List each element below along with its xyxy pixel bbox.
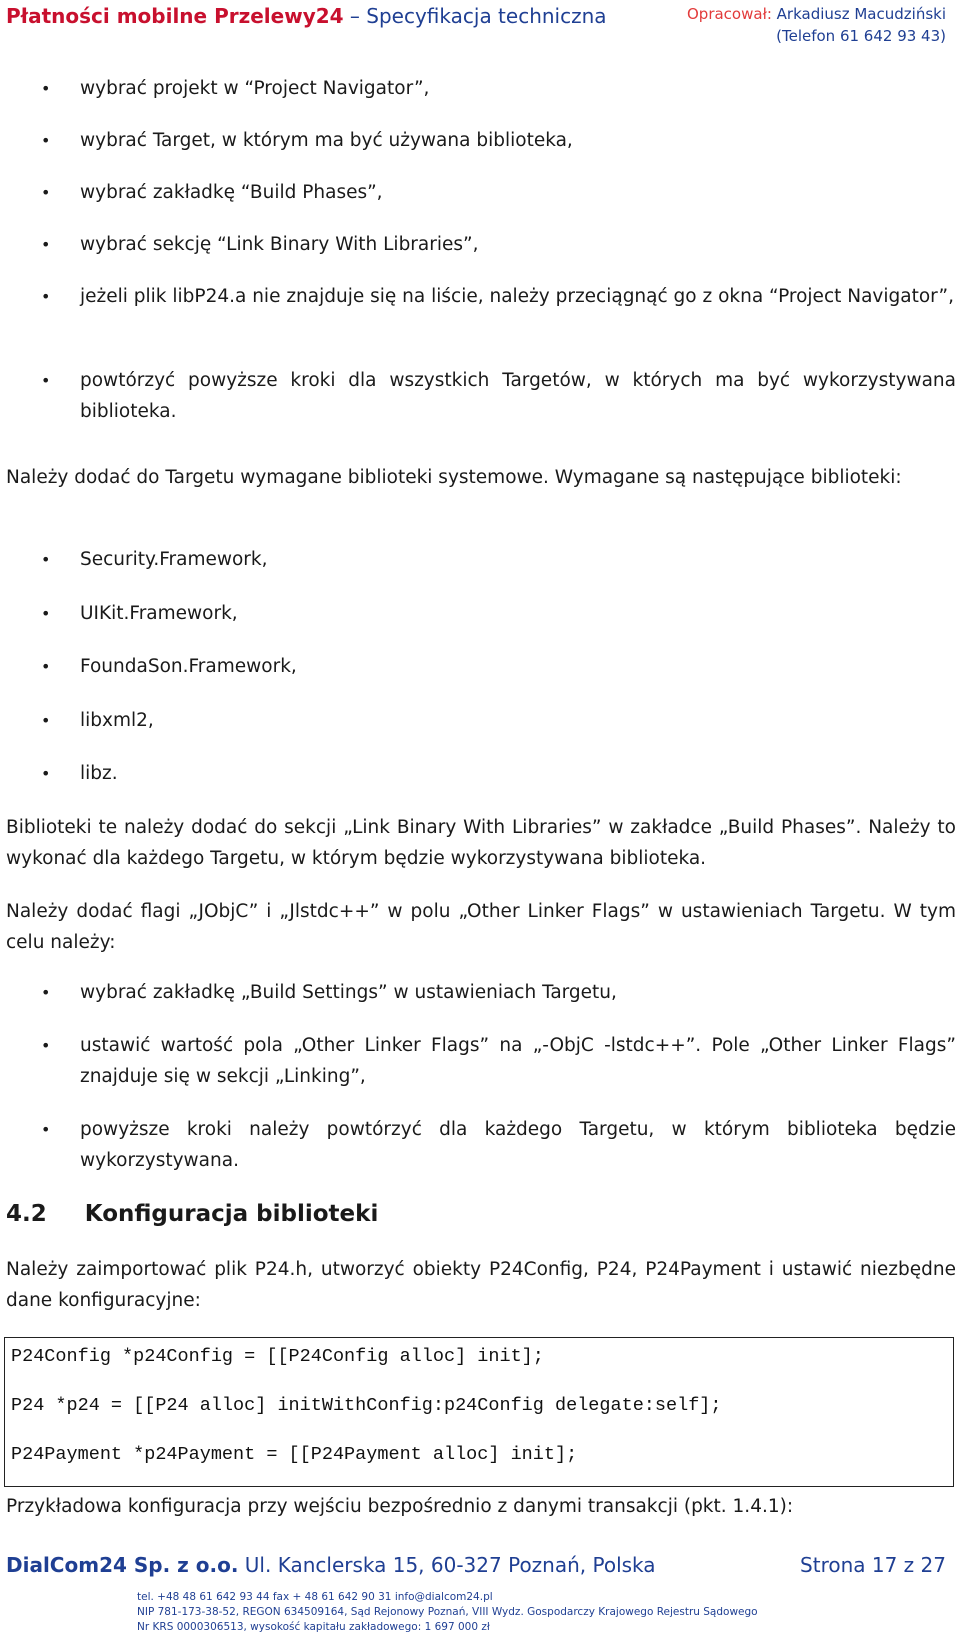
code-line: P24Payment *p24Payment = [[P24Payment alloc] init]; [11,1444,578,1465]
list-item: • wybrać zakładkę „Build Settings” w ustawieniach Targetu, [0,977,956,1030]
footer-page-number: Strona 17 z 27 [800,1553,946,1577]
list-item: • wybrać Target, w którym ma być używana biblioteka, [0,125,956,177]
list-item: • ustawić wartość pola „Other Linker Flags” na „-ObjC -lstdc++”. Pole „Other Linker Flags” znajduje się w sekcji „Linking”, [0,1030,956,1114]
author-name: Arkadiusz Macudziński [776,5,946,23]
author-phone: (Telefon 61 642 93 43) [776,27,946,45]
author-label: Opracował: [687,5,772,23]
list-item: • libxml2, [0,705,956,759]
bullet-list-libraries [0,544,956,798]
list-item: • wybrać sekcję “Link Binary With Libraries”, [0,229,956,281]
list-item: • FoundaSon.Framework, [0,651,956,705]
paragraph-import-config: Należy zaimportować plik P24.h, utworzyć obiekty P24Config, P24, P24Payment i ustawić niezbędne dane konfiguracyjne: [6,1259,956,1311]
header-author-line [687,3,946,25]
header-brand: Płatności mobilne Przelewy24 [6,4,344,28]
paragraph-example-config: Przykładowa konfiguracja przy wejściu bezpośrednio z danymi transakcji (pkt. 1.4.1): [6,1496,794,1517]
list-item: • powtórzyć powyższe kroki dla wszystkich Targetów, w których ma być wykorzystywana biblioteka. [0,365,956,427]
list-item: • wybrać zakładkę “Build Phases”, [0,177,956,229]
footer-contact: tel. +48 48 61 642 93 44 fax + 48 61 642 90 31 info@dialcom24.pl [137,1591,493,1603]
list-item: • UIKit.Framework, [0,598,956,652]
footer-registry: NIP 781-173-38-52, REGON 634509164, Sąd Rejonowy Poznań, VIII Wydz. Gospodarczy Krajowego Rejestru Sądowego [137,1606,758,1618]
footer-krs: Nr KRS 0000306513, wysokość kapitału zakładowego: 1 697 000 zł [137,1621,490,1633]
code-line: P24Config *p24Config = [[P24Config alloc] init]; [11,1346,544,1367]
paragraph-link-binary: Biblioteki te należy dodać do sekcji „Link Binary With Libraries” w zakładce „Build Phases”. Należy to wykonać dla każdego Targetu, w którym będzie wykorzystywana biblioteka. [6,817,956,869]
section-heading [6,1201,378,1227]
code-block [4,1337,954,1487]
bullet-list-build-settings [0,977,956,1178]
list-item: • jeżeli plik libP24.a nie znajduje się na liście, należy przeciągnąć go z okna “Project Navigator”, [0,281,956,365]
header-spec: Specyfikacja techniczna [366,4,607,28]
list-item: • libz. [0,758,956,798]
paragraph-system-libraries: Należy dodać do Targetu wymagane biblioteki systemowe. Wymagane są następujące biblioteki: [6,467,902,488]
footer-company [6,1553,656,1577]
list-item: • Security.Framework, [0,544,956,598]
header-separator: – [349,4,360,28]
section-number: 4.2 [6,1201,47,1227]
list-item: • powyższe kroki należy powtórzyć dla każdego Targetu, w którym biblioteka będzie wykorzystywana. [0,1114,956,1178]
footer-details [137,1590,758,1635]
paragraph-linker-flags: Należy dodać flagi „JObjC” i „Jlstdc++” w polu „Other Linker Flags” w ustawieniach Targetu. W tym celu należy: [6,901,956,953]
footer-address: Ul. Kanclerska 15, 60-327 Poznań, Polska [244,1553,656,1577]
list-item: • wybrać projekt w “Project Navigator”, [0,73,956,125]
section-title: Konfiguracja biblioteki [84,1201,379,1227]
footer-company-name: DialCom24 Sp. z o.o. [6,1553,239,1577]
bullet-list-steps [0,73,956,427]
page-header-author [687,3,946,47]
code-line: P24 *p24 = [[P24 alloc] initWithConfig:p24Config delegate:self]; [11,1395,722,1416]
page-header-title [6,4,607,28]
